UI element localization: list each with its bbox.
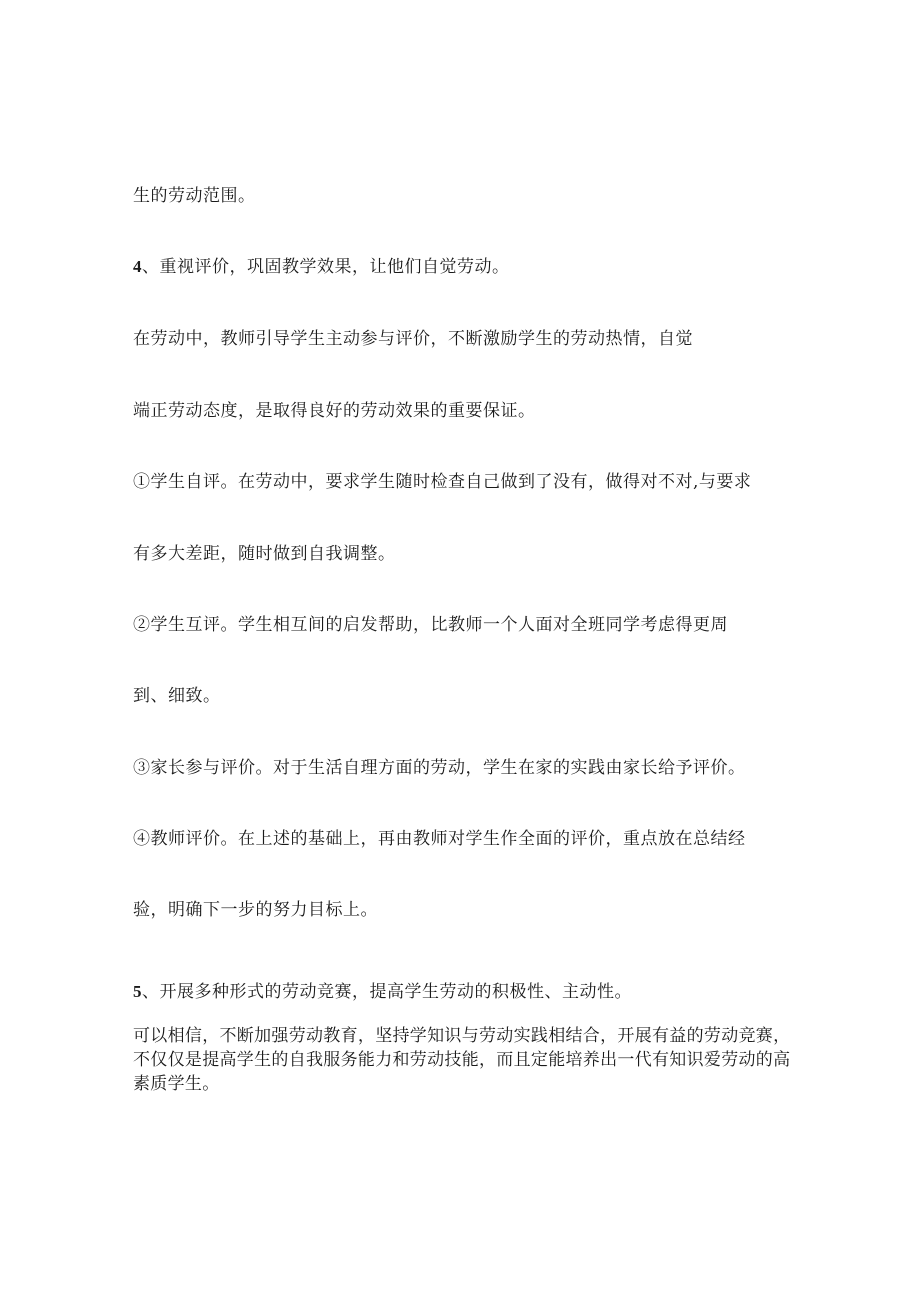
line-text: ②学生互评。学生相互间的启发帮助，比教师一个人面对全班同学考虑得更周 bbox=[133, 615, 728, 635]
line-text: ①学生自评。在劳动中，要求学生随时检查自己做到了没有，做得对不对,与要求 bbox=[133, 472, 752, 492]
closing-paragraph: 可以相信，不断加强劳动教育，坚持学知识与劳动实践相结合，开展有益的劳动竞赛，不仅仅是提高学生的自我服务能力和劳动技能，而且定能培养出一代有知识爱劳动的高素质学生。 bbox=[133, 1026, 791, 1094]
list-item-self-evaluation bbox=[133, 472, 751, 492]
section-heading-5 bbox=[133, 982, 632, 1002]
text-line bbox=[133, 900, 378, 920]
heading-text: 、开展多种形式的劳动竞赛，提高学生劳动的积极性、主动性。 bbox=[142, 982, 632, 1002]
line-text: 在劳动中，教师引导学生主动参与评价，不断激励学生的劳动热情，自觉 bbox=[133, 329, 693, 349]
text-line bbox=[133, 686, 221, 706]
text-line bbox=[133, 401, 536, 421]
line-text: 生的劳动范围。 bbox=[133, 186, 256, 206]
list-item-parent-evaluation bbox=[133, 758, 746, 778]
line-text: 到、细致。 bbox=[133, 686, 221, 706]
line-text: 验，明确下一步的努力目标上。 bbox=[133, 900, 378, 920]
list-item-teacher-evaluation bbox=[133, 829, 746, 849]
line-text: 有多大差距，随时做到自我调整。 bbox=[133, 544, 396, 564]
line-text: 端正劳动态度，是取得良好的劳动效果的重要保证。 bbox=[133, 401, 536, 421]
heading-number: 5 bbox=[133, 982, 142, 1001]
text-line-continuation bbox=[133, 186, 256, 206]
line-text: ④教师评价。在上述的基础上，再由教师对学生作全面的评价，重点放在总结经 bbox=[133, 829, 746, 849]
text-line bbox=[133, 544, 396, 564]
heading-text: 、重视评价，巩固教学效果，让他们自觉劳动。 bbox=[142, 257, 510, 277]
list-item-peer-evaluation bbox=[133, 615, 728, 635]
heading-number: 4 bbox=[133, 257, 142, 276]
text-line bbox=[133, 329, 693, 349]
line-text: ③家长参与评价。对于生活自理方面的劳动，学生在家的实践由家长给予评价。 bbox=[133, 758, 746, 778]
section-heading-4 bbox=[133, 257, 510, 277]
